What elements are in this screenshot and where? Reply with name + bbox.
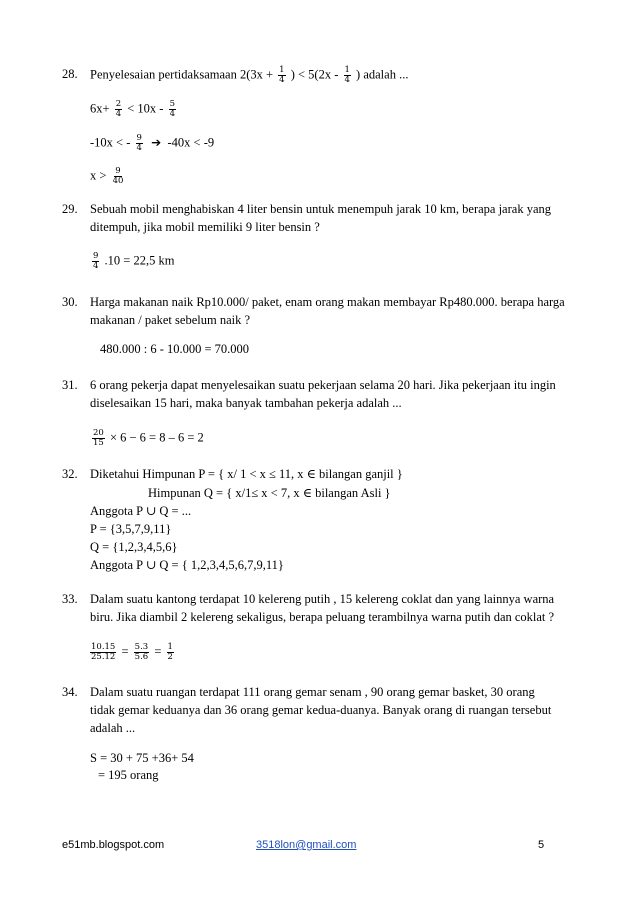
answer-step: [90, 100, 178, 119]
answer-text: -10x < -: [90, 135, 131, 150]
question-number: 33.: [62, 592, 78, 606]
question-number: 28.: [62, 67, 78, 81]
denominator: 4: [93, 261, 99, 271]
answer-text: = 195 orang: [98, 768, 159, 782]
answer-text: × 6 − 6 = 8 – 6 = 2: [109, 430, 204, 445]
fraction: [344, 66, 351, 85]
answer-text: Anggota P ∪ Q = { 1,2,3,4,5,6,7,9,11}: [90, 558, 284, 572]
arrow-right-icon: ➔: [151, 135, 162, 150]
page-number: 5: [538, 839, 545, 851]
numerator: 1: [279, 65, 285, 75]
answer-step: [90, 429, 204, 448]
question-text: Dalam suatu kantong terdapat 10 kelereng putih , 15 kelereng coklat dan yang lainnya warna: [90, 592, 555, 606]
question-number: 34.: [62, 685, 78, 699]
question-text: makanan / paket sebelum naik ?: [90, 313, 251, 327]
question-text: biru. Jika diambil 2 kelereng sekaligus, berapa peluang terambilnya warna putih dan coklat ?: [90, 610, 555, 624]
question-28-text: [90, 66, 408, 85]
question-number: 32.: [62, 467, 78, 481]
question-number: 31.: [62, 378, 78, 392]
fraction: [167, 643, 174, 662]
denominator: 4: [279, 75, 285, 85]
footer-blog-url: e51mb.blogspot.com: [62, 839, 165, 851]
denominator: 4: [136, 143, 142, 153]
numerator: 5.3: [134, 642, 149, 652]
denominator: 25.12: [91, 652, 116, 662]
numerator: 10.15: [91, 642, 116, 652]
numerator: 1: [344, 65, 350, 75]
answer-text: .10 = 22,5 km: [104, 253, 175, 268]
numerator: 9: [93, 251, 99, 261]
answer-text: -40x < -9: [167, 135, 215, 150]
question-text: Penyelesaian pertidaksamaan 2(3x +: [90, 67, 274, 82]
answer-step: [90, 134, 214, 153]
denominator: 2: [167, 652, 173, 662]
fraction: [134, 643, 150, 662]
question-text: Anggota P ∪ Q = ...: [90, 504, 192, 518]
numerator: 9: [136, 133, 142, 143]
denominator: 4: [169, 109, 175, 119]
question-text: tidak gemar keduanya dan 36 orang gemar kedua-duanya. Banyak orang di ruangan tersebut: [90, 703, 552, 717]
denominator: 15: [93, 438, 104, 448]
denominator: 4: [115, 109, 122, 119]
fraction: [115, 100, 122, 119]
answer-step: [88, 643, 176, 662]
question-number: 30.: [62, 295, 78, 309]
question-text: Sebuah mobil menghabiskan 4 liter bensin untuk menempuh jarak 10 km, berapa jarak yang: [90, 202, 551, 216]
question-text: Dalam suatu ruangan terdapat 111 orang gemar senam , 90 orang gemar basket, 30 orang: [90, 685, 535, 699]
question-text: adalah ...: [90, 721, 136, 735]
answer-text: 480.000 : 6 - 10.000 = 70.000: [100, 342, 250, 356]
fraction: [92, 429, 105, 448]
question-text: 6 orang pekerja dapat menyelesaikan suatu pekerjaan selama 20 hari. Jika pekerjaan itu ingin: [90, 378, 556, 392]
fraction: [136, 134, 143, 153]
numerator: 5: [169, 99, 175, 109]
question-text: ) adalah ...: [356, 67, 409, 82]
question-number: 29.: [62, 202, 78, 216]
answer-text: < 10x -: [127, 101, 164, 116]
numerator: 20: [93, 428, 104, 438]
answer-step: [90, 167, 126, 186]
answer-text: x >: [90, 168, 107, 183]
answer-step: [90, 252, 174, 271]
denominator: 40: [112, 176, 124, 186]
answer-text: P = {3,5,7,9,11}: [90, 522, 172, 536]
answer-text: Q = {1,2,3,4,5,6}: [90, 540, 178, 554]
fraction: [92, 252, 99, 271]
question-text: Himpunan Q = { x/1≤ x < 7, x ∈ bilangan Asli }: [148, 486, 391, 500]
footer-email-link[interactable]: 3518lon@gmail.com: [256, 839, 357, 851]
question-text: Diketahui Himpunan P = { x/ 1 < x ≤ 11, x ∈ bilangan ganjil }: [90, 467, 403, 481]
question-text: ditempuh, jika mobil memiliki 9 liter bensin ?: [90, 220, 320, 234]
question-text: ) < 5(2x -: [290, 67, 339, 82]
fraction: [169, 100, 176, 119]
answer-text: 6x+: [90, 101, 110, 116]
fraction: [278, 66, 285, 85]
fraction: [90, 643, 116, 662]
numerator: 9: [115, 166, 121, 176]
answer-text: S = 30 + 75 +36+ 54: [90, 751, 194, 765]
fraction: [112, 167, 125, 186]
numerator: 2: [115, 99, 122, 109]
question-text: Harga makanan naik Rp10.000/ paket, enam orang makan membayar Rp480.000. berapa harga: [90, 295, 565, 309]
denominator: 4: [344, 75, 350, 85]
question-text: diselesaikan 15 hari, maka banyak tambahan pekerja adalah ...: [90, 396, 402, 410]
numerator: 1: [167, 642, 173, 652]
equals-sign: =: [154, 644, 162, 659]
denominator: 5.6: [134, 652, 149, 662]
equals-sign: =: [121, 644, 129, 659]
